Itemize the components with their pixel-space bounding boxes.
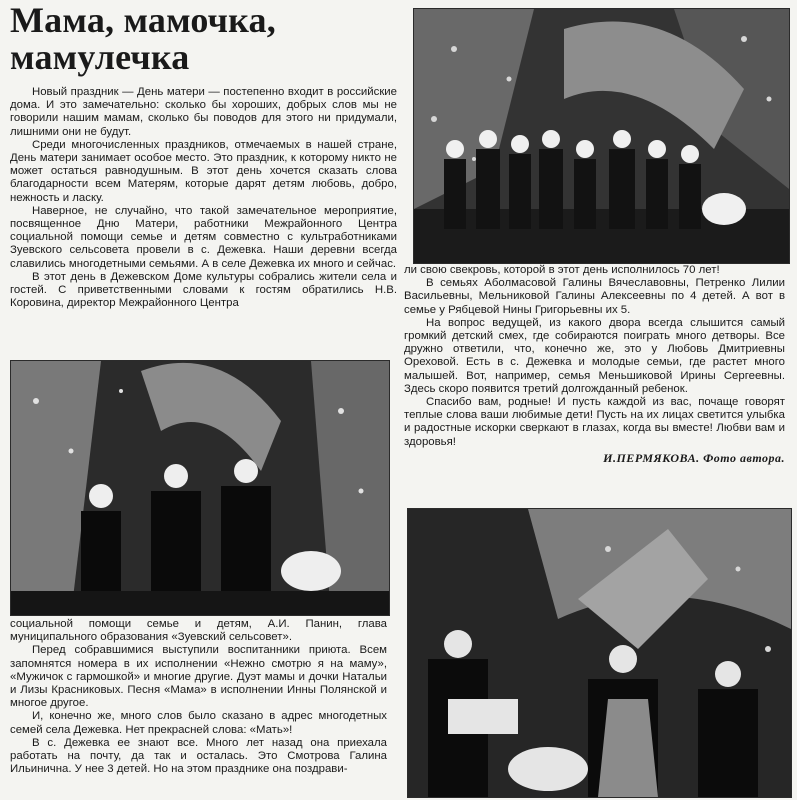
paragraph: В этот день в Дежевском Доме культуры собрались жители села и гостей. С приветственными словами к гостям обратились Н.В. Коровина, директор Межрайонного Центра — [10, 270, 397, 310]
paragraph: На вопрос ведущей, из какого двора всегда слышится самый громкий детский смех, где собираются поиграть много детворы. Все дружно ответили, что, конечно же, это у Любовь Дмитриевны Ореховой. Есть в с. Дежевка и молодые семьи, где растет много малышей. Вот, например, семья Меньшиковой Ирины Сергеевны. Здесь скоро появится третий долгожданный ребенок. — [404, 316, 785, 395]
article-title: Мама, мамочка, мамулечка — [10, 0, 276, 77]
article-column-right — [404, 264, 785, 465]
paragraph: Перед собравшимися выступили воспитанники приюта. Всем запомнятся номера в их исполнении «Нежно смотрю я на маму», «Мужичок с гармошкой» и многие другие. Дуэт мамы и дочки Натальи и Лизы Красниковых. Песня «Мама» в исполнении Инны Полянской и многое другое. — [10, 644, 387, 710]
byline: И.ПЕРМЯКОВА. Фото автора. — [603, 450, 785, 465]
paragraph: социальной помощи семье и детям, А.И. Панин, глава муниципального образования «Зуевский сельсовет». — [10, 618, 387, 644]
paragraph: И, конечно же, много слов было сказано в адрес многодетных семей села Дежевка. Нет прекрасней слова: «Мать»! — [10, 710, 387, 736]
photo-accordion-player-and-family — [407, 508, 792, 798]
paragraph: Новый праздник — День матери — постепенно входит в российские дома. И это замечательно: сколько бы хороших, добрых слов мы не говорили нашим мамам, сколько бы поводов для этого ни придумали, лишними они не будут. — [10, 86, 397, 138]
photo-presenters-on-stage — [10, 360, 390, 616]
paragraph: Наверное, не случайно, что такой замечательное мероприятие, посвященное Дню Матери, работники Межрайонного Центра социальной помощи семье и детям совместно с культработниками Зуевского сельсовета провели в с. Дежевка. Наши деревни всегда славились многодетными семьями. А в селе Дежевка их много и сейчас. — [10, 204, 397, 270]
paragraph: В семьях Аболмасовой Галины Вячеславовны, Петренко Лилии Васильевны, Мельниковой Галины Алексеевны по 4 детей. А вот в семье у Рябцевой Нины Григорьевны их 5. — [404, 277, 785, 316]
paragraph: Спасибо вам, родные! И пусть каждой из вас, почаще говорят теплые слова ваши любимые дети! Пусть на их лицах светится улыбка и радостные искорки сверкают в глазах, когда вы вместе! Любви вам и здоровья! — [404, 396, 785, 448]
paragraph: Среди многочисленных праздников, отмечаемых в нашей стране, День матери занимает особое место. Это праздник, к которому никто не может остаться равнодушным. В этот день хочется сказать слова благодарности всем Матерям, которые дарят детям любовь, добро, нежность и ласку. — [10, 138, 397, 204]
paragraph: ли свою свекровь, которой в этот день исполнилось 70 лет! — [404, 264, 720, 276]
photo-children-on-stage — [413, 8, 790, 264]
paragraph: В с. Дежевка ее знают все. Много лет назад она приехала работать на почту, да так и осталась. Это Смотрова Галина Ильинична. У нее 3 детей. Но на этом празднике она поздрави- — [10, 736, 387, 776]
article-column-left-top — [10, 86, 397, 310]
article-column-left-bottom — [10, 618, 387, 776]
